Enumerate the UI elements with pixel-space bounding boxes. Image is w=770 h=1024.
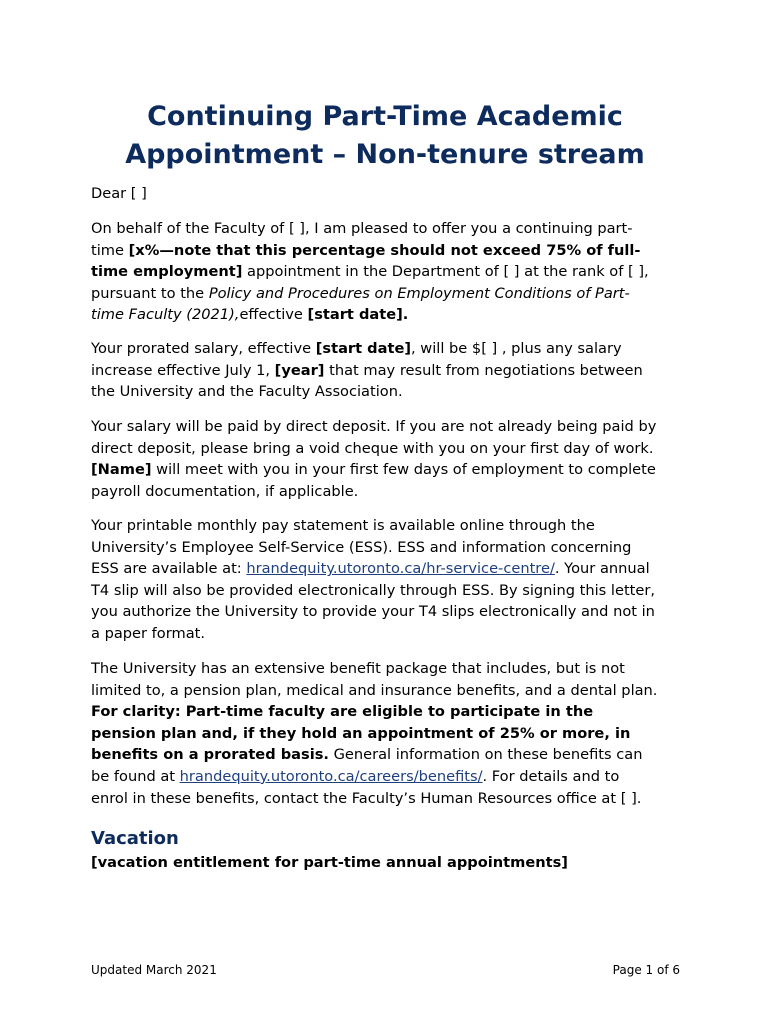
text: you authorize the University to provide your T4 slips electronically and not in [91, 603, 655, 621]
placeholder-percentage: [x%—note that this percentage should not exceed 75% of full- [128, 241, 641, 259]
text: payroll documentation, if applicable. [91, 482, 359, 500]
vacation-heading: Vacation [91, 828, 179, 849]
text: increase effective July 1, [91, 361, 275, 379]
text: ESS are available at: [91, 560, 247, 578]
text: General information on these benefits can [328, 746, 643, 764]
text: University’s Employee Self-Service (ESS). ESS and information concerning [91, 538, 632, 556]
text: T4 slip will also be provided electronically through ESS. By signing this letter, [91, 581, 656, 599]
text: . For details and to [482, 767, 620, 785]
salutation-text: Dear [ ] [91, 185, 147, 202]
footer-page-number: Page 1 of 6 [612, 963, 680, 977]
text: . Your annual [554, 560, 650, 578]
text: Your printable monthly pay statement is available online through the [91, 517, 595, 534]
placeholder-percentage-cont: time employment] [91, 263, 243, 281]
text: enrol in these benefits, contact the Faculty’s Human Resources office at [ ]. [91, 789, 642, 807]
text: that may result from negotiations between [324, 361, 643, 379]
salutation [91, 183, 691, 205]
clarity-note: For clarity: Part-time faculty are eligible to participate in the [91, 703, 594, 721]
text: Your prorated salary, effective [91, 340, 316, 357]
text: a paper format. [91, 624, 205, 642]
vacation-placeholder: [vacation entitlement for part-time annual appointments] [91, 854, 568, 871]
text: effective [239, 306, 308, 324]
text: time [91, 241, 129, 259]
text: the University and the Faculty Association. [91, 383, 403, 401]
text: The University has an extensive benefit package that includes, but is not [91, 660, 625, 677]
text: On behalf of the Faculty of [ ], I am pleased to offer you a continuing part- [91, 220, 633, 237]
document-title [0, 98, 770, 174]
hr-service-centre-link[interactable]: hrandequity.utoronto.ca/hr-service-centre/ [246, 560, 555, 578]
paragraph-benefits [91, 658, 691, 809]
placeholder-start-date: [start date]. [307, 306, 409, 324]
clarity-note-cont: pension plan and, if they hold an appointment of 25% or more, in [91, 724, 631, 742]
paragraph-pay-statement [91, 515, 691, 645]
text: appointment in the Department of [ ] at the rank of [ ], [242, 263, 649, 281]
text: limited to, a pension plan, medical and insurance benefits, and a dental plan. [91, 681, 658, 699]
placeholder-start-date: [start date] [315, 340, 412, 357]
footer-updated: Updated March 2021 [91, 963, 217, 977]
benefits-link[interactable]: hrandequity.utoronto.ca/careers/benefits/ [179, 767, 483, 785]
text: Your salary will be paid by direct deposit. If you are not already being paid by [91, 418, 657, 435]
title-line-2: Appointment – Non-tenure stream [125, 139, 645, 170]
paragraph-salary [91, 338, 691, 403]
placeholder-year: [year] [274, 361, 325, 379]
title-line-1: Continuing Part-Time Academic [147, 101, 623, 132]
paragraph-direct-deposit [91, 416, 691, 502]
vacation-section [91, 852, 691, 874]
text: pursuant to the [91, 284, 209, 302]
text: will meet with you in your first few days of employment to complete [151, 461, 656, 479]
clarity-note-end: benefits on a prorated basis. [91, 746, 329, 764]
policy-title-cont: time Faculty (2021), [91, 306, 240, 324]
placeholder-name: [Name] [91, 461, 152, 479]
text: , will be $[ ] , plus any salary [411, 340, 622, 357]
text: direct deposit, please bring a void cheque with you on your first day of work. [91, 439, 654, 457]
policy-title: Policy and Procedures on Employment Conditions of Part- [208, 284, 630, 302]
paragraph-offer [91, 218, 691, 326]
text: be found at [91, 767, 180, 785]
